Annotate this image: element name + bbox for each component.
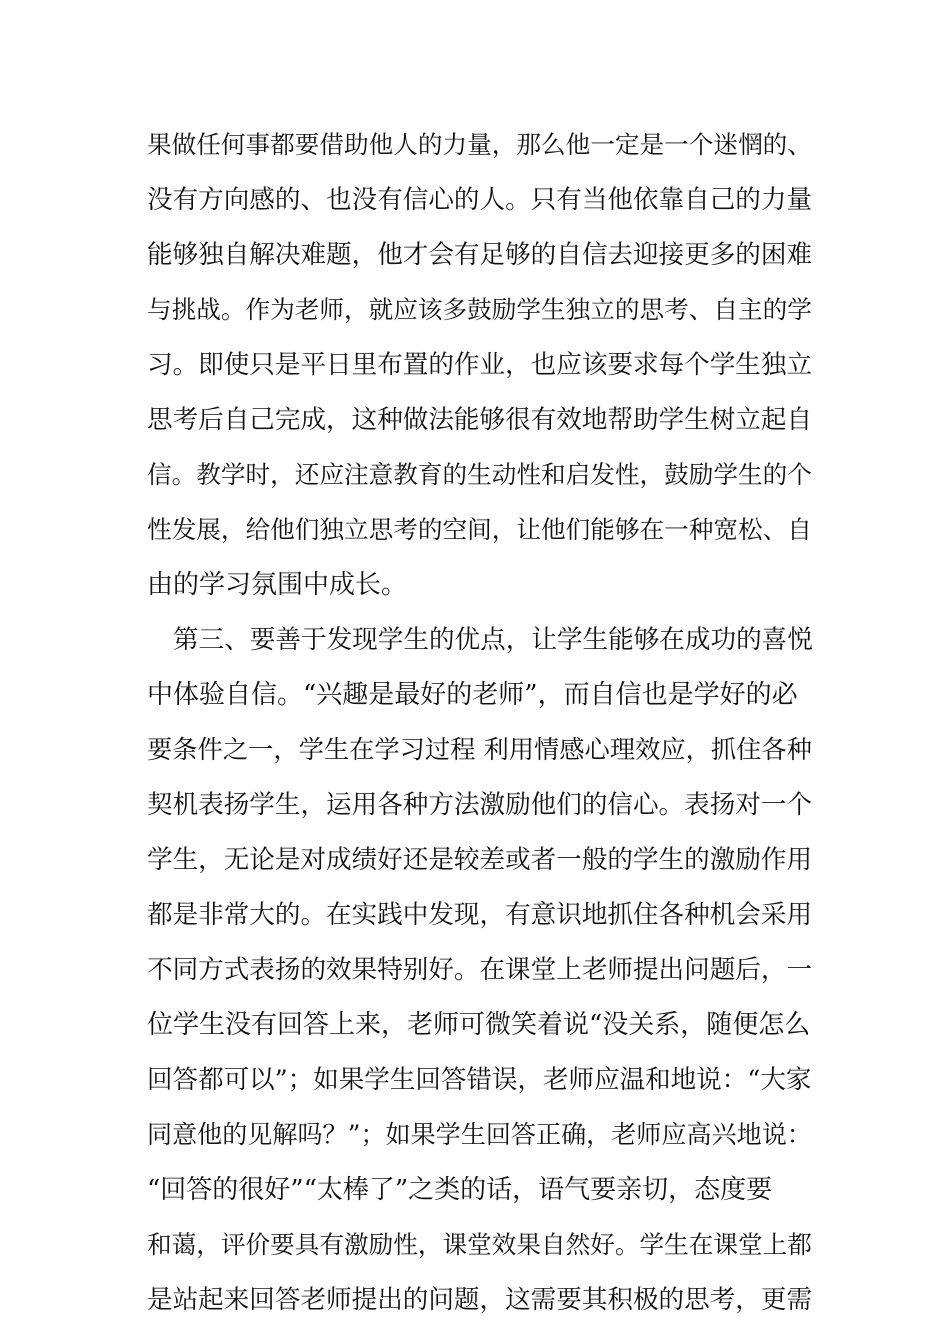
text-line: 契机表扬学生，运用各种方法激励他们的信心。表扬对一个 <box>147 790 813 820</box>
text-line: 思考后自己完成，这种做法能够很有效地帮助学生树立起自 <box>147 405 813 435</box>
text-line: 与挑战。作为老师，就应该多鼓励学生独立的思考、自主的学 <box>147 295 812 324</box>
text-line: 学生，无论是对成绩好还是较差或者一般的学生的激励作用 <box>147 845 813 875</box>
text-line: 同意他的见解吗？”；如果学生回答正确，老师应高兴地说： <box>147 1120 812 1149</box>
text-line: 都是非常大的。在实践中发现，有意识地抓住各种机会采用 <box>147 900 813 930</box>
text-line: 能够独自解决难题，他才会有足够的自信去迎接更多的困难 <box>147 240 813 270</box>
text-line: 习。即使只是平日里布置的作业，也应该要求每个学生独立 <box>147 350 813 380</box>
text-line: 信。教学时，还应注意教育的生动性和启发性，鼓励学生的个 <box>147 460 812 489</box>
text-line: 位学生没有回答上来，老师可微笑着说“没关系，随便怎么 <box>147 1010 811 1040</box>
text-line: 没有方向感的、也没有信心的人。只有当他依靠自己的力量 <box>147 185 813 215</box>
text-line: 性发展，给他们独立思考的空间，让他们能够在一种宽松、自 <box>147 515 812 544</box>
text-line: 要条件之一，学生在学习过程 利用情感心理效应，抓住各种 <box>147 735 812 764</box>
text-line: 不同方式表扬的效果特别好。在课堂上老师提出问题后，一 <box>147 955 813 985</box>
text-line: 回答都可以”；如果学生回答错误，老师应温和地说：“大家 <box>147 1065 812 1095</box>
text-line: 由的学习氛围中成长。 <box>147 570 408 600</box>
text-line: 和蔼，评价要具有激励性，课堂效果自然好。学生在课堂上都 <box>147 1230 812 1259</box>
text-line: 果做任何事都要借助他人的力量，那么他一定是一个迷惘的、 <box>147 130 812 159</box>
paragraph-start-line: 第三、要善于发现学生的优点，让学生能够在成功的喜悦 <box>173 625 813 655</box>
text-line: 是站起来回答老师提出的问题，这需要其积极的思考，更需 <box>147 1285 813 1315</box>
text-line: “回答的很好”“太棒了”之类的话，语气要亲切，态度要 <box>147 1175 773 1205</box>
text-line: 中体验自信。“兴趣是最好的老师”，而自信也是学好的必 <box>147 680 798 710</box>
